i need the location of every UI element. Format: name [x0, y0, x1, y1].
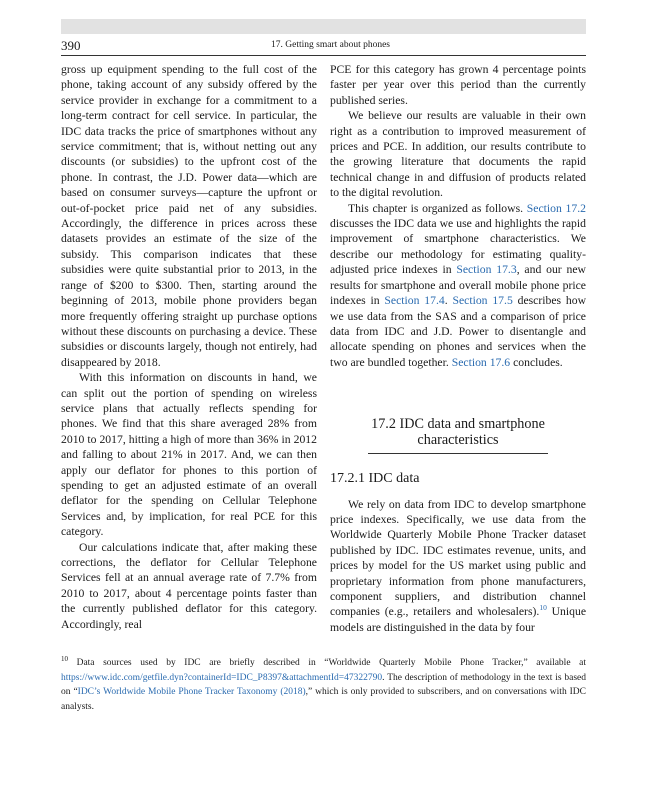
footnote-number: 10	[61, 654, 68, 663]
section-17-5-link[interactable]: Section 17.5	[452, 294, 513, 308]
paragraph: We believe our results are valuable in their own right as a contribution to improved measurement of prices and PCE. In addition, our results contribute to the growing literature that documents the rapid technical change in and diffusion of products related to the digital revolution.	[330, 109, 586, 200]
right-column	[330, 62, 586, 635]
section-17-6-link[interactable]: Section 17.6	[451, 355, 511, 369]
section-title	[330, 417, 586, 448]
section-17-2-link[interactable]: Section 17.2	[526, 201, 586, 215]
footnote	[61, 656, 586, 714]
page-number: 390	[61, 38, 81, 53]
paragraph: With this information on discounts in hand, we can split out the portion of spending on wireless service plans that actually reflects spending for phones. We find that this share averaged 28% from 2010 to 2017, hitting a high of more than 36% in 2012 and falling to about 21% in 2017. And, we can then apply our deflator for phones to this portion of spending to get an adjusted estimate of an overall deflator for the spending on Cellular Telephone Services and, by implication, for real PCE for this category.	[61, 371, 317, 539]
paragraph	[330, 497, 586, 636]
taxonomy-ref-link[interactable]: IDC’s Worldwide Mobile Phone Tracker Taxonomy (2018)	[77, 687, 306, 697]
running-title: 17. Getting smart about phones	[271, 40, 390, 50]
text: .	[444, 294, 453, 308]
paragraph: Our calculations indicate that, after making these corrections, the deflator for Cellular Telephone Services fell at an annual average rate of 7.7% from 2010 to 2017, about 4 percentage points faster than the currently published deflator for this category. Accordingly, real	[61, 540, 317, 631]
text: We rely on data from IDC to develop smartphone price indexes. Specifically, we use data from the Worldwide Quarterly Mobile Phone Tracker dataset published by IDC. IDC estimates revenue, units, and prices by model for the US market using public and proprietary information from phone manufacturers, component suppliers, and distribution channel companies (e.g., retailers and wholesalers).	[330, 497, 586, 619]
section-17-3-link[interactable]: Section 17.3	[456, 263, 517, 277]
text: . The description of methodology in the text is based on “	[61, 672, 586, 697]
text: , and our new results for smartphone and overall mobile phone price indexes in	[330, 263, 586, 308]
section-title-line: characteristics	[417, 431, 499, 448]
section-rule	[368, 453, 548, 454]
top-gray-bar	[61, 19, 586, 34]
left-column	[61, 62, 317, 632]
text: concludes.	[510, 355, 563, 369]
text: discusses the IDC data we use and highlights the rapid improvement of smartphone characteristics. We describe our methodology for estimating quality-adjusted price indexes in	[330, 217, 586, 277]
header-rule	[61, 55, 586, 56]
section-title-line: 17.2 IDC data and smartphone	[371, 416, 545, 433]
footnote-ref-link[interactable]: 10	[539, 603, 547, 613]
text: Unique models are distinguished in the data by four	[330, 605, 587, 634]
section-17-4-link[interactable]: Section 17.4	[384, 294, 445, 308]
subsection-title: 17.2.1 IDC data	[330, 471, 420, 487]
text: This chapter is organized as follows.	[348, 201, 527, 215]
footnote-url-link[interactable]: https://www.idc.com/getfile.dyn?containerId=IDC_P8397&attachmentId=47322790	[61, 672, 383, 683]
paragraph: PCE for this category has grown 4 percentage points faster per year over this period than the currently published series.	[330, 63, 586, 107]
text: describes how we use data from the SAS and a comparison of price data from IDC and J.D. Power to disentangle and allocate spending on phones and services when the two are bundled together.	[330, 294, 587, 369]
paragraph: gross up equipment spending to the full cost of the phone, taking account of any subsidy offered by the service provider in exchange for a commitment to a long-term contract for cell service. In particular, the IDC data tracks the price of smartphones without any service commitment; that is, without netting out any discounts (or subsidies) to the upfront cost of the phone. In contrast, the J.D. Power data—which are based on consumer surveys—capture the upfront or out-of-pocket price paid net of any subsidies. Accordingly, the difference in prices across these datasets provides an estimate of the size of the subsidy. This comparison indicates that these subsidies were quite substantial prior to 2013, in the range of $200 to $300. Then, starting around the beginning of 2013, mobile phone providers began more frequently offering straight up purchase options without these discounts on purchasing a device. These subsidies or discounts largely, though not entirely, had disappeared by 2018.	[61, 63, 317, 369]
text: Data sources used by IDC are briefly described in “Worldwide Quarterly Mobile Phone Tracker,” available at	[68, 658, 586, 668]
text: ,” which is only provided to subscribers, and on conversations with IDC analysts.	[61, 687, 586, 712]
paragraph	[330, 201, 586, 370]
